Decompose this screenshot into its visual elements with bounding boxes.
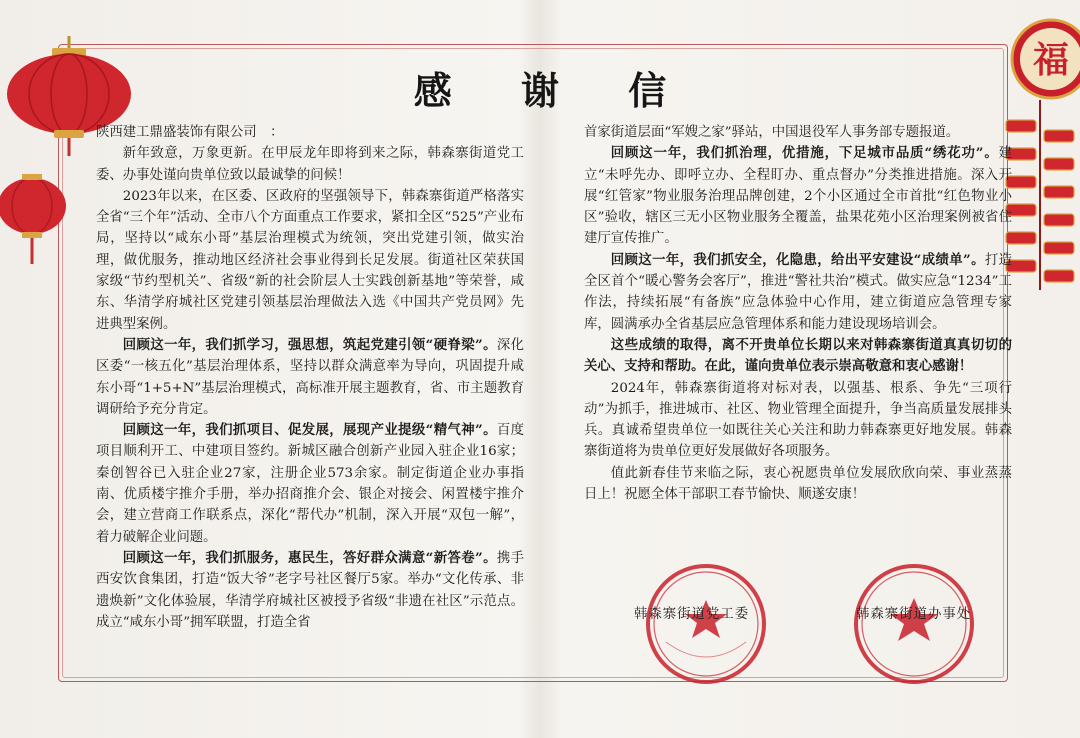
paragraph-heading: 这些成绩的取得，离不开贵单位长期以来对韩森寨街道真真切切的关心、支持和帮助。在此，谨向贵单位表示崇高敬意和衷心感谢！ (584, 336, 1012, 375)
paragraph-text: 新年致意，万象更新。在甲辰龙年即将到来之际，韩森寨街道党工委、办事处谨向贵单位致以最诚挚的问候！ (96, 146, 524, 183)
letter-paragraph (96, 335, 524, 420)
letter-left-column (96, 122, 524, 633)
paragraph-text: 打造全区首个“暖心警务会客厅”，推进“警社共治”模式。做实应急“1234”工作法，持续拓展“有备族”应急体验中心作用，建立街道应急管理专家库，圆满承办全省基层应急管理体系和能力建设现场培训会。 (584, 252, 1012, 332)
paragraph-text: 建立“未呼先办、即呼立办、全程盯办、重点督办”分类推进措施。深入开展“红管家”物业服务治理品牌创建，2个小区通过全市首批“红色物业小区”验收，辖区三无小区物业服务全覆盖，盐果花苑小区治理案例被省住建厅宣传推广。 (584, 146, 1012, 247)
paragraph-heading: 回顾这一年，我们抓安全，化隐患，给出平安建设“成绩单”。 (610, 251, 985, 268)
paragraph-heading: 回顾这一年，我们抓学习，强思想，筑起党建引领“硬脊梁”。 (122, 336, 497, 353)
letter-paragraph (584, 378, 1012, 463)
paragraph-text: 百度项目顺利开工、中建项目签约。新城区融合创新产业园入驻企业16家；秦创智谷已入驻企业27家，注册企业573余家。制定街道企业办事指南、优质楼宇推介手册，举办招商推介会、银企对接会、闲置楼宇推介会，建立营商工作联系点，深化“帮代办”机制，深入开展“双包一解”，着力破解企业问题。 (96, 423, 524, 545)
letter-right-column (584, 122, 1012, 505)
paragraph-text: 陕西建工鼎盛装饰有限公司 ： (96, 125, 284, 140)
party-committee-seal-icon (642, 560, 770, 688)
letter-paragraph (96, 186, 524, 335)
letter-paragraph (584, 463, 1012, 506)
paragraph-heading: 回顾这一年，我们抓项目、促发展，展现产业提级“精气神”。 (122, 422, 497, 439)
paragraph-heading: 回顾这一年，我们抓治理，优措施，下足城市品质“绣花功”。 (610, 145, 999, 162)
letter-paragraph (584, 250, 1012, 335)
letter-paragraph (584, 143, 1012, 249)
letter-paragraph (96, 143, 524, 186)
office-seal-icon (850, 560, 978, 688)
firecracker-decoration-icon (1000, 100, 1080, 290)
letter-paragraph (96, 122, 524, 143)
signature-sub-district-office: 韩森寨街道办事处 (856, 607, 972, 622)
letter-paragraph (584, 335, 1012, 378)
signature-party-committee: 韩森寨街道党工委 (634, 607, 750, 622)
letter-title: 感 谢 信 (413, 68, 695, 113)
paragraph-heading: 回顾这一年，我们抓服务，惠民生，答好群众满意“新答卷”。 (122, 549, 497, 566)
letter-paragraph (96, 548, 524, 633)
letter-paragraph (584, 122, 1012, 143)
fu-character: 福 (1032, 39, 1070, 81)
paragraph-text: 值此新春佳节来临之际，衷心祝愿贵单位发展欣欣向荣、事业蒸蒸日上！祝愿全体干部职工春节愉快、顺遂安康！ (584, 465, 1012, 503)
paragraph-text: 首家街道层面“军嫂之家”驿站，中国退役军人事务部专题报道。 (584, 125, 960, 140)
paragraph-text: 2024年，韩森寨街道将对标对表，以强基、根系、争先“三项行动”为抓手，推进城市、社区、物业管理全面提升，争当高质量发展排头兵。真诚希望贵单位一如既往关心关注和助力韩森寨更好地发展。韩森寨街道将为贵单位更好发展做好各项服务。 (584, 380, 1012, 460)
paragraph-text: 携手西安饮食集团，打造“饭大爷”老字号社区餐厅5家。举办“文化传承、非遗焕新”文化体验展，华清学府城社区被授予省级“非遗在社区”示范点。成立“咸东小哥”拥军联盟，打造全省 (96, 550, 524, 630)
paragraph-text: 2023年以来，在区委、区政府的坚强领导下，韩森寨街道严格落实全省“三个年”活动、全市八个方面重点工作要求，紧扣全区“525”产业布局，坚持以“咸东小哥”基层治理模式为统领，突出党建引领，做实治理，做优服务，推动地区经济社会事业得到长足发展。街道社区荣获国家级“节约型机关”、省级“新的社会阶层人士实践创新基地”等荣誉，咸东、华清学府城社区党建引领基层治理做法入选《中国共产党员网》先进典型案例。 (96, 188, 524, 332)
letter-paragraph (96, 420, 524, 548)
paragraph-text: 深化区委“一核五化”基层治理体系，坚持以群众满意率为导向，巩固提升咸东小哥“1+5+N”基层治理模式，高标准开展主题教育，省、市主题教育调研给予充分肯定。 (96, 337, 524, 417)
